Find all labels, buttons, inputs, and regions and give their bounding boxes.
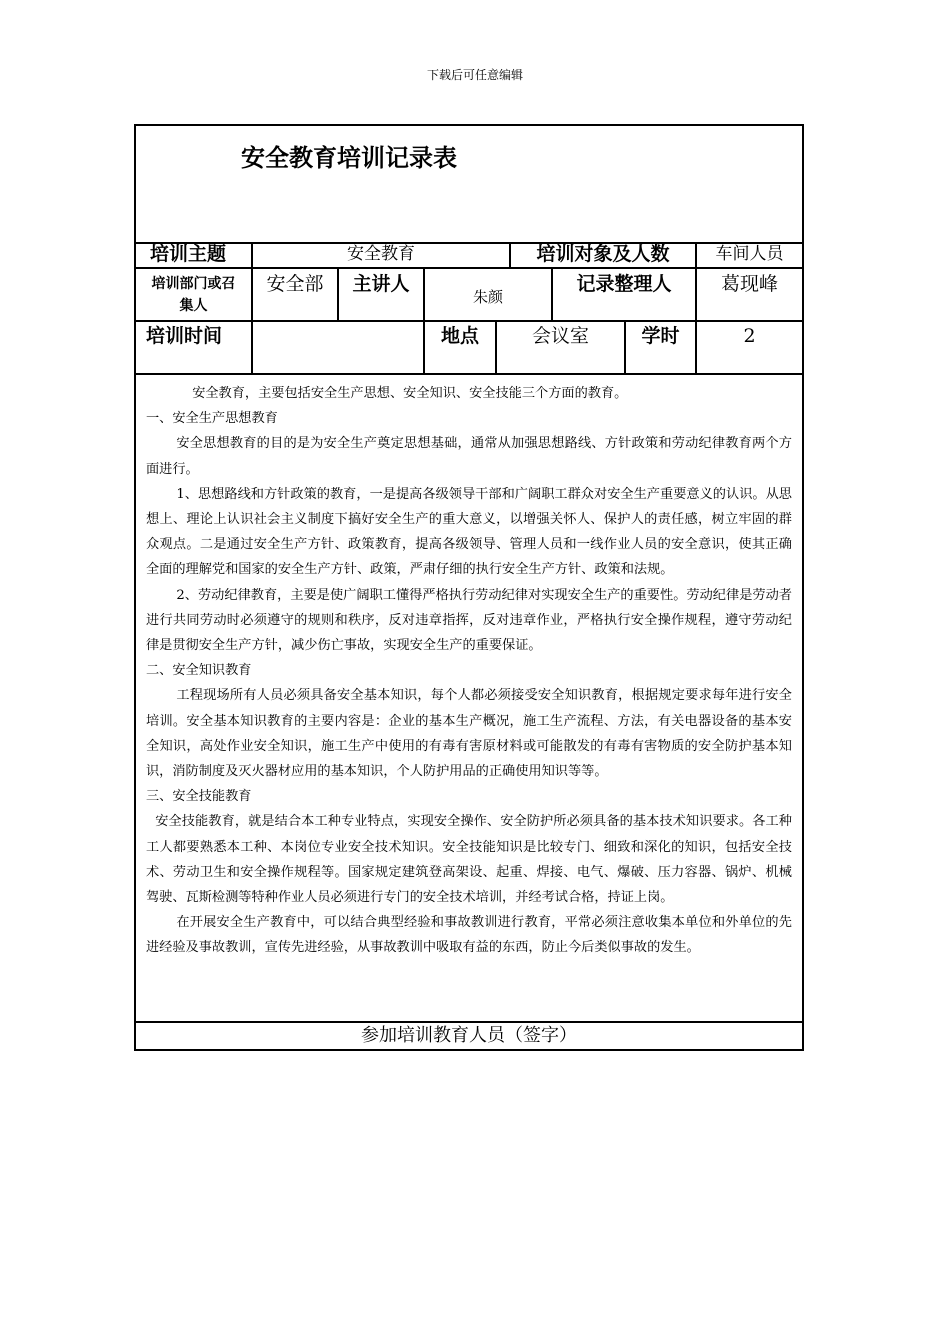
- title-area: [136, 126, 802, 244]
- intro-paragraph: 安全教育，主要包括安全生产思想、安全知识、安全技能三个方面的教育。: [192, 386, 628, 401]
- hours-label: 学时: [626, 322, 697, 375]
- recorder-value: 葛现峰: [697, 269, 802, 322]
- paragraph-3: 2、劳动纪律教育，主要是使广阔职工懂得严格执行劳动纪律对实现安全生产的重要性。劳动纪律是劳动者进行共同劳动时必须遵守的规则和秩序，反对违章指挥，反对违章作业，严格执行安全操作规程，遵守劳动纪律是贯彻安全生产方针，减少伤亡事故，实现安全生产的重要保证。: [146, 587, 792, 654]
- paragraph-5: 安全技能教育，就是结合本工种专业特点，实现安全操作、安全防护所必须具备的基本技术知识要求。各工种工人都要熟悉本工种、本岗位专业安全技术知识。安全技能知识是比较专门、细致和深化的知识，包括安全技术、劳动卫生和安全操作规程等。国家规定建筑登高架设、起重、焊接、电气、爆破、压力容器、锅炉、机械驾驶、瓦斯检测等特种作业人员必须进行专门的安全技术培训，并经考试合格，持证上岗。: [146, 814, 792, 906]
- speaker-label: 主讲人: [339, 269, 425, 322]
- form-title: 安全教育培训记录表: [241, 143, 457, 172]
- paragraph-6: 在开展安全生产教育中，可以结合典型经验和事故教训进行教育，平常必须注意收集本单位和外单位的先进经验及事故教训，宣传先进经验，从事故教训中吸取有益的东西，防止今后类似事故的发生。: [146, 915, 792, 956]
- section-heading-3: 三、安全技能教育: [146, 789, 252, 805]
- paragraph-4: 工程现场所有人员必须具备安全基本知识，每个人都必须接受安全知识教育，根据规定要求每年进行安全培训。安全基本知识教育的主要内容是：企业的基本生产概况，施工生产流程、方法，有关电器设备的基本安全知识，高处作业安全知识，施工生产中使用的有毒有害原材料或可能散发的有毒有害物质的安全防护基本知识，消防制度及灭火器材应用的基本知识，个人防护用品的正确使用知识等等。: [146, 688, 792, 780]
- dept-value: 安全部: [253, 269, 339, 322]
- topic-value: 安全教育: [253, 242, 511, 269]
- speaker-value: 朱颜: [425, 269, 553, 322]
- signature-row: 参加培训教育人员（签字）: [361, 1025, 577, 1046]
- header-note: 下载后可任意编辑: [426, 68, 523, 82]
- hours-value: 2: [697, 322, 802, 375]
- paragraph-1: 安全思想教育的目的是为安全生产奠定思想基础，通常从加强思想路线、方针政策和劳动纪律教育两个方面进行。: [146, 436, 792, 477]
- section-heading-1: 一、安全生产思想教育: [146, 411, 278, 427]
- section-heading-2: 二、安全知识教育: [146, 663, 252, 679]
- topic-label: 培训主题: [136, 242, 253, 269]
- content-body: [136, 375, 802, 1023]
- time-label: 培训时间: [136, 322, 253, 375]
- recorder-label: 记录整理人: [553, 269, 697, 322]
- place-label: 地点: [425, 322, 497, 375]
- time-value: [253, 322, 425, 375]
- dept-label: 培训部门或召集人: [136, 269, 253, 322]
- audience-value: 车间人员: [697, 242, 802, 269]
- record-form: [134, 124, 804, 1051]
- audience-label: 培训对象及人数: [511, 242, 697, 269]
- paragraph-2: 1、思想路线和方针政策的教育，一是提高各级领导干部和广阔职工群众对安全生产重要意义的认识。从思想上、理论上认识社会主义制度下搞好安全生产的重大意义，以增强关怀人、保护人的责任感，树立牢固的群众观点。二是通过安全生产方针、政策教育，提高各级领导、管理人员和一线作业人员的安全意识，使其正确全面的理解党和国家的安全生产方针、政策，严肃仔细的执行安全生产方针、政策和法规。: [146, 486, 792, 578]
- place-value: 会议室: [497, 322, 626, 375]
